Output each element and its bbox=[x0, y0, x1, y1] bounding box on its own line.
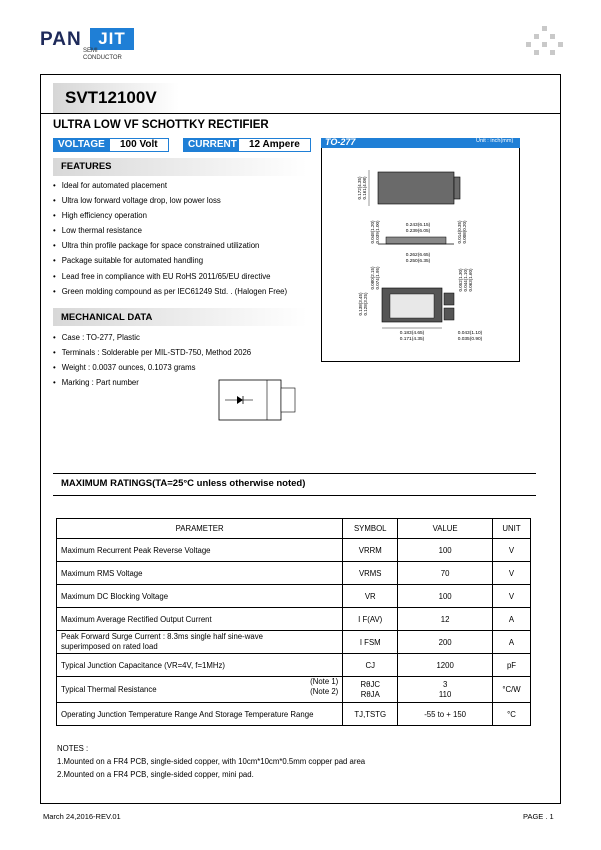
marking-diagram bbox=[217, 376, 305, 424]
param-cell: Typical Junction Capacitance (VR=4V, f=1MHz) bbox=[57, 654, 343, 677]
package-top-tab bbox=[454, 177, 460, 199]
dim-h2b: 0.128(3.25) bbox=[363, 292, 368, 316]
ratings-top-rule bbox=[53, 473, 536, 474]
package-top-view bbox=[378, 172, 454, 204]
note-item: 1.Mounted on a FR4 PCB, single-sided copper, with 10cm*10cm*0.5mm copper pad area bbox=[57, 757, 366, 766]
value-line: 110 bbox=[438, 689, 452, 699]
unit-cell: V bbox=[493, 539, 531, 562]
package-outline-diagram bbox=[322, 148, 521, 362]
note-ref-1: (Note 1) bbox=[310, 677, 339, 686]
col-header-unit: UNIT bbox=[493, 519, 531, 539]
symbol-cell: VRRM bbox=[343, 539, 398, 562]
symbol-cell: TJ,TSTG bbox=[343, 703, 398, 726]
col-header-symbol: SYMBOL bbox=[343, 519, 398, 539]
voltage-label-badge: VOLTAGE bbox=[53, 138, 110, 152]
dim-h1b: 0.161(4.08) bbox=[362, 176, 367, 200]
symbol-cell: I F(AV) bbox=[343, 608, 398, 631]
notes-section bbox=[57, 742, 365, 781]
table-row bbox=[57, 608, 531, 631]
list-item: • Ultra thin profile package for space constrained utilization bbox=[53, 238, 287, 253]
param-cell bbox=[57, 677, 343, 703]
value-cell: -55 to + 150 bbox=[398, 703, 493, 726]
value-cell: 12 bbox=[398, 608, 493, 631]
logo-sub-line2: CONDUCTOR bbox=[83, 55, 122, 61]
list-item: • Green molding compound as per IEC61249 Std. . (Halogen Free) bbox=[53, 284, 287, 299]
mechanical-title: MECHANICAL DATA bbox=[61, 312, 153, 323]
dim-b1b: 0.171(4.35) bbox=[399, 337, 425, 342]
title-divider bbox=[40, 113, 561, 114]
param-cell: Maximum Recurrent Peak Reverse Voltage bbox=[57, 539, 343, 562]
footer-page: PAGE . 1 bbox=[523, 812, 554, 821]
dim-r1c: 0.063(1.60) bbox=[468, 268, 473, 292]
table-row bbox=[57, 631, 531, 654]
dim-b2a: 0.043(1.10) bbox=[457, 331, 483, 336]
value-cell: 70 bbox=[398, 562, 493, 585]
list-item: • Ideal for automated placement bbox=[53, 178, 287, 193]
list-item: • Package suitable for automated handling bbox=[53, 253, 287, 268]
table-row bbox=[57, 703, 531, 726]
dim-h3b: 0.074(1.95) bbox=[375, 266, 380, 290]
table-row bbox=[57, 539, 531, 562]
current-value-badge: 12 Ampere bbox=[238, 138, 311, 152]
param-line: superimposed on rated load bbox=[61, 642, 158, 651]
dim-r1a: 0.052(1.30) bbox=[458, 268, 463, 292]
package-side-view bbox=[386, 237, 446, 244]
current-label-badge: CURRENT bbox=[183, 138, 242, 152]
symbol-line: RθJC bbox=[360, 679, 380, 689]
value-cell: 100 bbox=[398, 539, 493, 562]
list-item: • Marking : Part number bbox=[53, 375, 251, 390]
voltage-value-badge: 100 Volt bbox=[109, 138, 169, 152]
symbol-line: RθJA bbox=[360, 689, 380, 699]
unit-cell: °C/W bbox=[493, 677, 531, 703]
logo-jit-text: JIT bbox=[90, 28, 134, 50]
dim-h2a: 0.138(3.45) bbox=[358, 292, 363, 316]
dim-t2a: 0.014(0.35) bbox=[457, 220, 462, 244]
diode-marking-icon bbox=[217, 376, 305, 424]
dim-t1a: 0.048(1.20) bbox=[370, 220, 375, 244]
features-title: FEATURES bbox=[61, 161, 112, 172]
list-item: • Ultra low forward voltage drop, low power loss bbox=[53, 193, 287, 208]
value-cell bbox=[398, 677, 493, 703]
value-cell: 1200 bbox=[398, 654, 493, 677]
dim-w1b: 0.239(6.05) bbox=[405, 229, 431, 234]
list-item: • Weight : 0.0037 ounces, 0.1073 grams bbox=[53, 360, 251, 375]
part-number-title: SVT12100V bbox=[65, 88, 157, 107]
logo-sub-line1: SEMI bbox=[83, 48, 98, 54]
list-item: • Low thermal resistance bbox=[53, 223, 287, 238]
list-item: • High efficiency operation bbox=[53, 208, 287, 223]
table-row bbox=[57, 654, 531, 677]
decorative-dots-icon bbox=[526, 26, 566, 60]
unit-cell: °C bbox=[493, 703, 531, 726]
package-unit: Unit : inch(mm) bbox=[476, 138, 514, 144]
dim-w2b: 0.250(6.35) bbox=[405, 259, 431, 264]
notes-ref bbox=[310, 677, 338, 697]
dim-h3a: 0.080(2.15) bbox=[370, 266, 375, 290]
logo-subtitle bbox=[83, 48, 122, 62]
param-cell bbox=[57, 631, 343, 654]
col-header-value: VALUE bbox=[398, 519, 493, 539]
param-cell: Operating Junction Temperature Range And Storage Temperature Range bbox=[57, 703, 343, 726]
col-header-parameter: PARAMETER bbox=[57, 519, 343, 539]
param-cell: Maximum RMS Voltage bbox=[57, 562, 343, 585]
table-row bbox=[57, 677, 531, 703]
ratings-bottom-rule bbox=[53, 495, 536, 496]
ratings-table bbox=[56, 518, 531, 726]
dim-t2b: 0.008(0.20) bbox=[462, 220, 467, 244]
dim-w2a: 0.262(6.65) bbox=[405, 253, 431, 258]
table-row bbox=[57, 562, 531, 585]
value-line: 3 bbox=[442, 679, 448, 689]
table-header-row bbox=[57, 519, 531, 539]
note-item: 2.Mounted on a FR4 PCB, single-sided copper, mini pad. bbox=[57, 770, 254, 779]
list-item: • Terminals : Solderable per MIL-STD-750, Method 2026 bbox=[53, 345, 251, 360]
package-bottom-lead1 bbox=[444, 293, 454, 305]
symbol-cell: I FSM bbox=[343, 631, 398, 654]
dim-t1b: 0.039(1.00) bbox=[375, 220, 380, 244]
unit-cell: V bbox=[493, 562, 531, 585]
notes-title: NOTES : bbox=[57, 744, 89, 753]
dim-b2b: 0.035(0.90) bbox=[457, 337, 483, 342]
logo-pan-text: PAN bbox=[40, 29, 82, 50]
unit-cell: V bbox=[493, 585, 531, 608]
param-cell: Maximum Average Rectified Output Current bbox=[57, 608, 343, 631]
symbol-cell bbox=[343, 677, 398, 703]
unit-cell: A bbox=[493, 631, 531, 654]
param-text: Typical Thermal Resistance bbox=[61, 685, 157, 694]
symbol-cell: CJ bbox=[343, 654, 398, 677]
package-drawing bbox=[321, 148, 520, 362]
dim-r1b: 0.044(1.10) bbox=[463, 268, 468, 292]
package-name: TO-277 bbox=[325, 137, 356, 147]
footer-date: March 24,2016-REV.01 bbox=[43, 812, 121, 821]
symbol-cell: VR bbox=[343, 585, 398, 608]
note-ref-2: (Note 2) bbox=[310, 687, 339, 696]
unit-cell: pF bbox=[493, 654, 531, 677]
dim-w1a: 0.243(6.15) bbox=[405, 223, 431, 228]
value-cell: 100 bbox=[398, 585, 493, 608]
list-item: • Case : TO-277, Plastic bbox=[53, 330, 251, 345]
value-cell: 200 bbox=[398, 631, 493, 654]
table-row bbox=[57, 585, 531, 608]
features-list bbox=[53, 178, 287, 299]
package-bottom-lead2 bbox=[444, 308, 454, 320]
product-subtitle: ULTRA LOW VF SCHOTTKY RECTIFIER bbox=[53, 119, 269, 131]
list-item: • Lead free in compliance with EU RoHS 2011/65/EU directive bbox=[53, 269, 287, 284]
symbol-cell: VRMS bbox=[343, 562, 398, 585]
param-line: Peak Forward Surge Current : 8.3ms single half sine-wave bbox=[61, 632, 263, 641]
unit-cell: A bbox=[493, 608, 531, 631]
param-cell: Maximum DC Blocking Voltage bbox=[57, 585, 343, 608]
dim-b1a: 0.183(4.65) bbox=[399, 331, 425, 336]
dim-h1a: 0.172(4.35) bbox=[357, 176, 362, 200]
ratings-title: MAXIMUM RATINGS(TA=25°C unless otherwise noted) bbox=[61, 478, 306, 489]
